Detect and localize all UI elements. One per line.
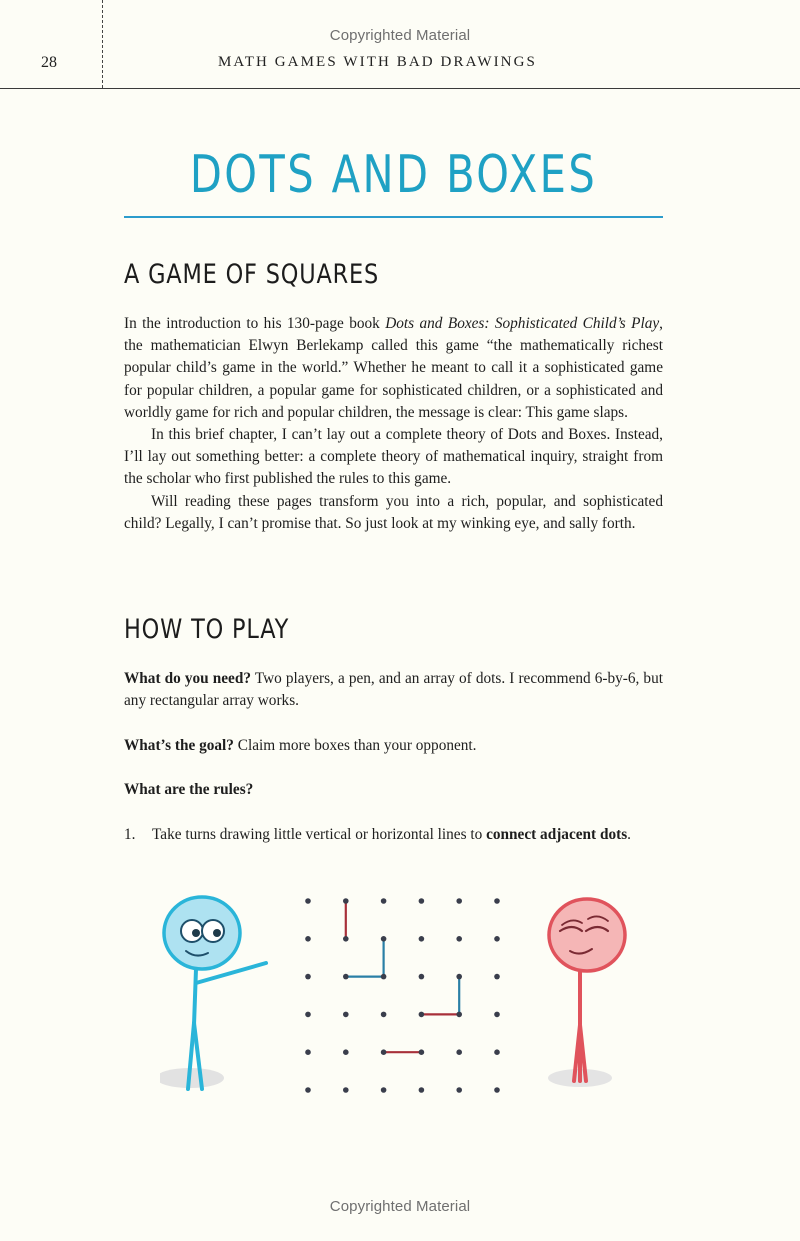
grid-dot [305, 898, 311, 904]
grid-dot [456, 1087, 462, 1093]
intro-paragraph-3: Will reading these pages transform you into a rich, popular, and sophisticated child? Legally, I can’t promise that. So just look at my winking eye, and sally forth. [124, 492, 663, 532]
section-heading-how-to-play: HOW TO PLAY [124, 614, 290, 645]
grid-dot [494, 936, 500, 942]
grid-dot [343, 1049, 349, 1055]
rule-1-bold: connect adjacent dots [486, 826, 628, 843]
running-head: MATH GAMES WITH BAD DRAWINGS [218, 54, 537, 70]
blue-player-pupil-right [213, 929, 221, 937]
intro-paragraph-2: In this brief chapter, I can’t lay out a complete theory of Dots and Boxes. Instead, I’ll lay out something better: a complete theory of mathematical inquiry, straight from the scholar who first published the rules to this game. [124, 426, 663, 488]
dot-grid [305, 898, 500, 1093]
grid-dot [381, 898, 387, 904]
grid-dot [456, 1049, 462, 1055]
grid-dot [343, 1087, 349, 1093]
intro-p1-end: , the mathematician Elwyn Berlekamp called this game “the mathematically richest popular child’s game in the world.” Whether he meant to call it a sophisticated game for popular children, a popular game for sophisticated children, or a sophisticated and worldly game for rich and popular children, the message is clear: This game slaps. [124, 315, 663, 421]
rule-1-number: 1. [124, 826, 136, 843]
header-divider [102, 0, 103, 88]
watermark-bottom: Copyrighted Material [329, 1198, 471, 1215]
grid-dot [494, 974, 500, 980]
rule-1-end: . [627, 826, 631, 843]
grid-dot [305, 974, 311, 980]
watermark-top: Copyrighted Material [329, 27, 471, 44]
title-rule [124, 216, 663, 218]
grid-dot [419, 936, 425, 942]
grid-dot [419, 1087, 425, 1093]
grid-dot [419, 898, 425, 904]
need-paragraph [124, 668, 663, 712]
grid-dot [456, 974, 462, 980]
book-title: Dots and Boxes: Sophisticated Child’s Play [385, 315, 660, 332]
section-heading-game-of-squares: A GAME OF SQUARES [124, 259, 380, 290]
need-question: What do you need? [124, 670, 252, 687]
grid-dot [494, 1049, 500, 1055]
grid-dot [343, 898, 349, 904]
grid-dot [381, 1049, 387, 1055]
goal-paragraph [124, 735, 663, 757]
intro-text [124, 313, 663, 535]
grid-dot [456, 898, 462, 904]
grid-dot [494, 898, 500, 904]
grid-dot [419, 1049, 425, 1055]
blue-player-figure [160, 897, 266, 1089]
grid-dot [343, 936, 349, 942]
grid-dot [343, 974, 349, 980]
blue-player-eye-left [181, 920, 203, 942]
dots-and-boxes-illustration [160, 885, 630, 1115]
intro-p1-start: In the introduction to his 130-page book [124, 315, 386, 332]
goal-question: What’s the goal? [124, 737, 234, 754]
grid-dot [381, 1087, 387, 1093]
goal-answer: Claim more boxes than your opponent. [233, 737, 477, 754]
chapter-title: DOTS AND BOXES [189, 145, 598, 205]
grid-dot [343, 1012, 349, 1018]
blue-player-body [194, 969, 196, 1025]
need-answer: Two players, a pen, and an array of dots. I recommend 6-by-6, but any rectangular array works. [124, 670, 663, 710]
grid-dot [305, 1049, 311, 1055]
rules-question: What are the rules? [124, 781, 254, 798]
grid-dot [305, 1012, 311, 1018]
grid-dot [381, 974, 387, 980]
rule-1-start: Take turns drawing little vertical or horizontal lines to [152, 826, 487, 843]
grid-dot [381, 936, 387, 942]
page-header [0, 0, 800, 89]
grid-dot [456, 1012, 462, 1018]
grid-dot [494, 1087, 500, 1093]
grid-dot [494, 1012, 500, 1018]
rule-1-text [152, 824, 663, 846]
rules-paragraph [124, 779, 663, 801]
red-player-figure [548, 899, 625, 1087]
blue-player-pupil-left [192, 929, 200, 937]
grid-dot [456, 936, 462, 942]
grid-dot [305, 1087, 311, 1093]
page-number: 28 [41, 54, 57, 71]
grid-dot [419, 1012, 425, 1018]
blue-player-shadow [160, 1068, 224, 1088]
grid-dot [381, 1012, 387, 1018]
grid-dot [305, 936, 311, 942]
red-player-head [549, 899, 625, 971]
intro-paragraph-1 [124, 315, 663, 421]
blue-player-eye-right [202, 920, 224, 942]
grid-dot [419, 974, 425, 980]
